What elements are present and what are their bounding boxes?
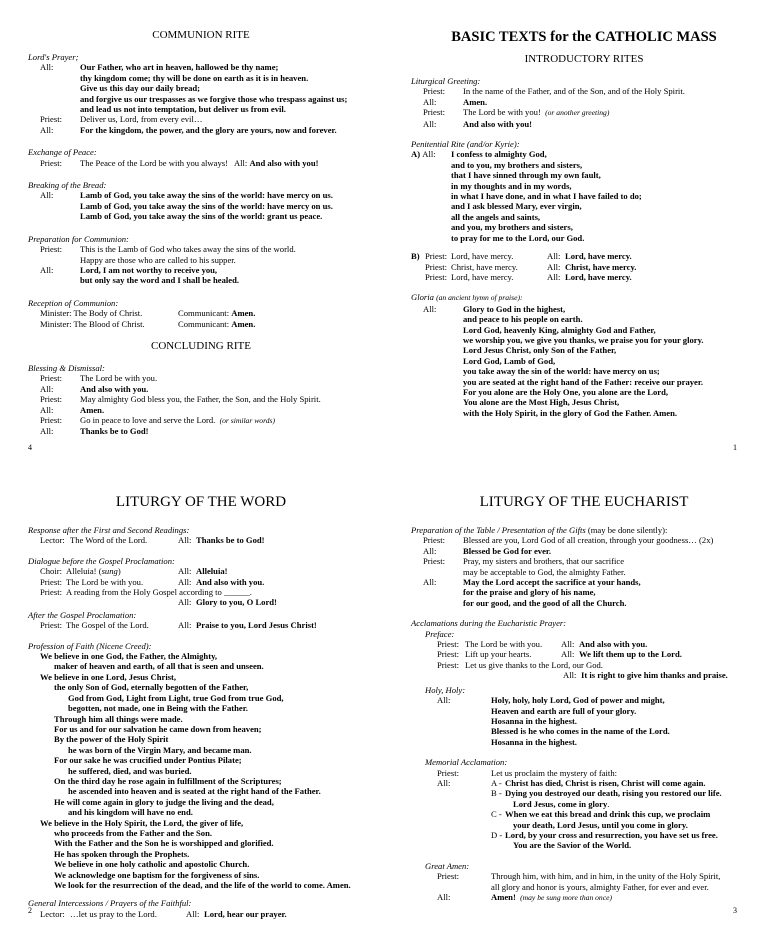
section-title-penitential: Penitential Rite (and/or Kyrie): xyxy=(411,139,520,150)
creed-line: who proceeds from the Father and the Son. xyxy=(54,827,213,838)
confiteor-line: all the angels and saints, xyxy=(451,211,541,222)
lamb-of-god-line: Lamb of God, you take away the sins of the world: have mercy on us. xyxy=(80,200,333,211)
section-title-gloria: Gloria (an ancient hymn of praise): xyxy=(411,292,523,303)
creed-line: We believe in one Lord, Jesus Christ, xyxy=(40,671,177,682)
section-title-intercessions: General Intercessions / Prayers of the Faithful: xyxy=(28,898,192,909)
creed-line: We believe in one God, the Father, the Almighty, xyxy=(40,651,218,662)
nicene-creed xyxy=(28,651,374,890)
heading-liturgy-word: LITURGY OF THE WORD xyxy=(115,494,287,510)
sanctus-line: Blessed is he who comes in the name of the Lord. xyxy=(491,726,670,737)
page-liturgy-of-the-eucharist: LITURGY OF THE EUCHARIST Preparation of the Table / Presentation of the Gifts (may be done silently): Priest: Blessed are you, Lord God of all creation, through your goodness… (2x) All: Blessed be God for ever. Priest: Pray, my sisters and brothers, that our sacrifice may be acceptable to God, the almighty Father. All: May the Lord accept the sacrifice at your hands, for the praise and glory of his name, for our good, and the good of all the Church. Acclamations during the Eucharistic Prayer: Preface: Priest: The Lord be with you. All: And also with you. Priest: Lift up your hearts. All: We lift them up to the Lord. Priest: Let us give thanks to the Lord, our God. All: It is right to give him thanks and praise. Holy, Holy: All: Holy, holy, holy Lord, God of power and might, Heaven and earth are full of your glory. Hosanna in the highest. Blessed is he who comes in the name of the Lord. Hosanna in the highest. Memorial Acclamation: Priest: Let us proclaim the mystery of faith: All: A - Christ has died, Christ is risen, Christ will come again. B - Dying you destroyed our death, rising you restored our life. Lord Jesus, come in glory. C - When we eat this bread and drink this cup, we proclaim your death, Lord Jesus, until you come in glory. D - Lord, by your cross and resurrection, you have set us free. You are the Savior of the World. Great Amen: Priest: Through him, with him, and in him, in the unity of the Holy Spirit, all glory and honor is yours, almighty Father, for ever and ever. All: Amen! (may be sung more than once) xyxy=(411,493,757,903)
creed-line: he ascended into heaven and is seated at the right hand of the Father. xyxy=(68,786,321,797)
lords-prayer-line: and forgive us our trespasses as we forgive those who trespass against us; xyxy=(80,93,348,104)
gloria-line: and peace to his people on earth. xyxy=(463,314,583,325)
subsection-preface: Preface: xyxy=(425,628,455,639)
section-title-peace: Exchange of Peace: xyxy=(28,147,97,158)
creed-line: We look for the resurrection of the dead, and the life of the world to come. Amen. xyxy=(54,880,351,890)
gloria-line: Lord God, Lamb of God, xyxy=(463,355,556,366)
section-title-after-gospel: After the Gospel Proclamation: xyxy=(28,609,137,620)
creed-line: We believe in one holy catholic and apostolic Church. xyxy=(54,859,250,870)
sanctus-line: Holy, holy, holy Lord, God of power and might, xyxy=(491,695,665,706)
page-communion-rite: COMMUNION RITE Lord's Prayer; All: Our Father, who art in heaven, hallowed be thy name; thy kingdom come; thy will be done on earth as it is in heaven. Give us this day our daily bread; and forgive us our trespasses as we forgive those who trespass against us; and lead us not into temptation, but deliver us from evil. Priest: Deliver us, Lord, from every evil… All: For the kingdom, the power, and the glory are yours, now and forever. Exchange of Peace: Priest: The Peace of the Lord be with you always! All: And also with you! Breaking of the Bread: All: Lamb of God, you take away the sins of the world: have mercy on us. Lamb of God, you take away the sins of the world: have mercy on us. Lamb of God, you take away the sins of the world: grant us peace. Preparation for Communion: Priest: This is the Lamb of God who takes away the sins of the world. Happy are those who are called to his supper. All: Lord, I am not worthy to receive you, but only say the word and I shall be healed. Reception of Communion: Minister: The Body of Christ. Communicant: Amen. Minister: The Blood of Christ. Communicant: Amen. CONCLUDING RITE Blessing & Dismissal: Priest: The Lord be with you. All: And also with you. Priest: May almighty God bless you, the Father, the Son, and the Holy Spirit. All: Amen. Priest: Go in peace to love and serve the Lord. (or similar words) All: Thanks be to God! xyxy=(28,28,374,437)
creed-line: the only Son of God, eternally begotten of the Father, xyxy=(54,682,249,693)
memorial-option: A - Christ has died, Christ is risen, Christ will come again. xyxy=(491,777,706,788)
lamb-of-god-line: Lamb of God, you take away the sins of the world: have mercy on us. xyxy=(80,190,333,201)
gloria-line: you are seated at the right hand of the Father: receive our prayer. xyxy=(463,376,704,387)
confiteor-line: that I have sinned through my own fault, xyxy=(451,170,601,181)
gloria-line: For you alone are the Holy One, you alone are the Lord, xyxy=(463,386,669,397)
section-title-breaking-bread: Breaking of the Bread: xyxy=(28,180,107,191)
memorial-option: C - When we eat this bread and drink this cup, we proclaim your death, Lord Jesus, until you come in glory. xyxy=(491,809,711,830)
section-title-greeting: Liturgical Greeting: xyxy=(411,76,481,86)
section-title-lords-prayer: Lord's Prayer; xyxy=(28,52,79,62)
document-title: BASIC TEXTS for the CATHOLIC MASS xyxy=(451,29,717,45)
gloria-line: You alone are the Most High, Jesus Christ, xyxy=(463,397,620,408)
lords-prayer-line: and lead us not into temptation, but deliver us from evil. xyxy=(80,104,286,115)
gloria-line: Lord Jesus Christ, only Son of the Father, xyxy=(463,345,617,356)
sanctus-line: Heaven and earth are full of your glory. xyxy=(491,705,637,716)
gloria-line: Lord God, heavenly King, almighty God and Father, xyxy=(463,324,656,335)
creed-line: he was born of the Virgin Mary, and became man. xyxy=(68,744,252,755)
lords-prayer-line: thy kingdom come; thy will be done on earth as it is in heaven. xyxy=(80,72,309,83)
heading-liturgy-eucharist: LITURGY OF THE EUCHARIST xyxy=(479,494,689,510)
section-title-response: Response after the First and Second Readings: xyxy=(28,525,190,535)
confiteor-line: in my thoughts and in my words, xyxy=(451,180,572,191)
heading-communion-rite: COMMUNION RITE xyxy=(152,29,250,41)
section-title-reception: Reception of Communion: xyxy=(28,297,119,308)
creed-line: On the third day he rose again in fulfillment of the Scriptures; xyxy=(54,775,282,786)
page-introductory-rites: BASIC TEXTS for the CATHOLIC MASS INTRODUCTORY RITES Liturgical Greeting: Priest: In the name of the Father, and of the Son, and of the Holy Spirit. All: Amen. Priest: The Lord be with you! (or another greeting) All: And also with you! Penitential Rite (and/or Kyrie): A) All: I confess to almighty God, and to you, my brothers and sisters, that I have sinned through my own fault, in my thoughts and in my words, in what I have done, and in what I have failed to do; and I ask blessed Mary, ever virgin, all the angels and saints, and you, my brothers and sisters, to pray for me to the Lord, our God. B) Priest: Lord, have mercy. All: Lord, have mercy. Priest: Christ, have mercy. All: Christ, have mercy. Priest: Lord, have mercy. All: Lord, have mercy. Gloria (an ancient hymn of praise): All: Glory to God in the highest, and peace to his people on earth. Lord God, heavenly King, almighty God and Father, we worship you, we give you thanks, we praise you for your glory. Lord Jesus Christ, only Son of the Father, Lord God, Lamb of God, you take away the sin of the world: have mercy on us; you are seated at the right hand of the Father: receive our prayer. For you alone are the Holy One, you alone are the Lord, You alone are the Most High, Jesus Christ, with the Holy Spirit, in the glory of God the Father. Amen. xyxy=(411,28,757,418)
creed-line: and his kingdom will have no end. xyxy=(68,807,193,818)
memorial-option: D - Lord, by your cross and resurrection, you have set us free. You are the Savior of the World. xyxy=(491,829,718,851)
creed-line: For us and for our salvation he came down from heaven; xyxy=(54,723,262,734)
heading-concluding-rite: CONCLUDING RITE xyxy=(151,339,251,352)
confiteor-line: I confess to almighty God, xyxy=(451,149,547,160)
creed-line: For our sake he was crucified under Pontius Pilate; xyxy=(54,755,242,766)
sanctus-line: Hosanna in the highest. xyxy=(491,715,577,726)
page-number: 4 xyxy=(28,443,32,452)
lamb-of-god-line: Lamb of God, you take away the sins of the world: grant us peace. xyxy=(80,211,323,222)
confiteor-line: to pray for me to the Lord, our God. xyxy=(451,232,585,243)
creed-line: We believe in the Holy Spirit, the Lord, the giver of life, xyxy=(40,817,244,828)
creed-line: Through him all things were made. xyxy=(54,713,183,724)
creed-line: begotten, not made, one in Being with the Father. xyxy=(68,703,248,714)
lords-prayer-line: Our Father, who art in heaven, hallowed be thy name; xyxy=(80,62,279,73)
creed-line: With the Father and the Son he is worshipped and glorified. xyxy=(54,838,274,849)
page-liturgy-of-the-word: LITURGY OF THE WORD Response after the First and Second Readings: Lector: The Word of the Lord. All: Thanks be to God! Dialogue before the Gospel Proclamation: Choir: Alleluia! (sung) All: Alleluia! Priest: The Lord be with you. All: And also with you. Priest: A reading from the Holy Gospel according to ______. All: Glory to you, O Lord! After the Gospel Proclamation: Priest: The Gospel of the Lord. All: Praise to you, Lord Jesus Christ! Profession of Faith (Nicene Creed): We believe in one God, the Father, the Almighty, maker of heaven and earth, of all that is seen and unseen. We believe in one Lord, Jesus Christ, the only Son of God, eternally begotten of the Father, God from God, Light from Light, true God from true God, begotten, not made, one in Being with the Father. Through him all things were made. For us and for our salvation he came down from heaven; By the power of the Holy Spirit he was born of the Virgin Mary, and became man. For our sake he was crucified under Pontius Pilate; he suffered, died, and was buried. On the third day he rose again in fulfillment of the Scriptures; he ascended into heaven and is seated at the right hand of the Father. He will come again in glory to judge the living and the dead, and his kingdom will have no end. We believe in the Holy Spirit, the Lord, the giver of life, who proceeds from the Father and the Son. With the Father and the Son he is worshipped and glorified. He has spoken through the Prophets. We believe in one holy catholic and apostolic Church. We acknowledge one baptism for the forgiveness of sins. We look for the resurrection of the dead, and the life of the world to come. Amen. General Intercessions / Prayers of the Faithful: Lector: …let us pray to the Lord. All: Lord, hear our prayer. xyxy=(28,493,374,919)
section-title-blessing: Blessing & Dismissal: xyxy=(28,362,105,373)
section-title-dialogue: Dialogue before the Gospel Proclamation: xyxy=(28,555,175,566)
gloria-line: we worship you, we give you thanks, we praise you for your glory. xyxy=(463,334,704,345)
section-title-creed: Profession of Faith (Nicene Creed): xyxy=(28,640,152,651)
gloria-line: Glory to God in the highest, xyxy=(463,303,566,314)
page-number: 1 xyxy=(733,443,737,452)
creed-line: God from God, Light from Light, true God from true God, xyxy=(68,692,284,703)
sanctus-line: Hosanna in the highest. xyxy=(491,736,577,747)
subsection-great-amen: Great Amen: xyxy=(425,860,470,871)
confiteor-line: and I ask blessed Mary, ever virgin, xyxy=(451,201,582,212)
page-number: 2 xyxy=(28,906,32,915)
creed-line: By the power of the Holy Spirit xyxy=(54,734,169,745)
lords-prayer-line: Give us this day our daily bread; xyxy=(80,83,201,94)
confiteor-line: and you, my brothers and sisters, xyxy=(451,222,573,233)
heading-introductory-rites: INTRODUCTORY RITES xyxy=(524,53,644,65)
section-title-acclamations: Acclamations during the Eucharistic Prayer: xyxy=(411,618,567,629)
creed-line: We acknowledge one baptism for the forgiveness of sins. xyxy=(54,869,260,880)
page-number: 3 xyxy=(733,906,737,915)
creed-line: he suffered, died, and was buried. xyxy=(68,765,192,776)
creed-line: maker of heaven and earth, of all that is seen and unseen. xyxy=(54,661,264,672)
confiteor-line: in what I have done, and in what I have failed to do; xyxy=(451,191,642,202)
memorial-option: B - Dying you destroyed our death, rising you restored our life. Lord Jesus, come in glory. xyxy=(491,788,722,809)
creed-line: He has spoken through the Prophets. xyxy=(54,848,190,859)
gloria-line: you take away the sin of the world: have mercy on us; xyxy=(463,366,660,377)
subsection-holy: Holy, Holy: xyxy=(425,684,466,695)
section-title-table: Preparation of the Table / Presentation of the Gifts (may be done silently): xyxy=(411,525,668,535)
gloria-line: with the Holy Spirit, in the glory of God the Father. Amen. xyxy=(463,407,678,418)
confiteor-line: and to you, my brothers and sisters, xyxy=(451,159,583,170)
section-title-preparation: Preparation for Communion: xyxy=(28,233,129,244)
subsection-memorial: Memorial Acclamation: xyxy=(425,757,508,768)
creed-line: He will come again in glory to judge the living and the dead, xyxy=(54,796,274,807)
